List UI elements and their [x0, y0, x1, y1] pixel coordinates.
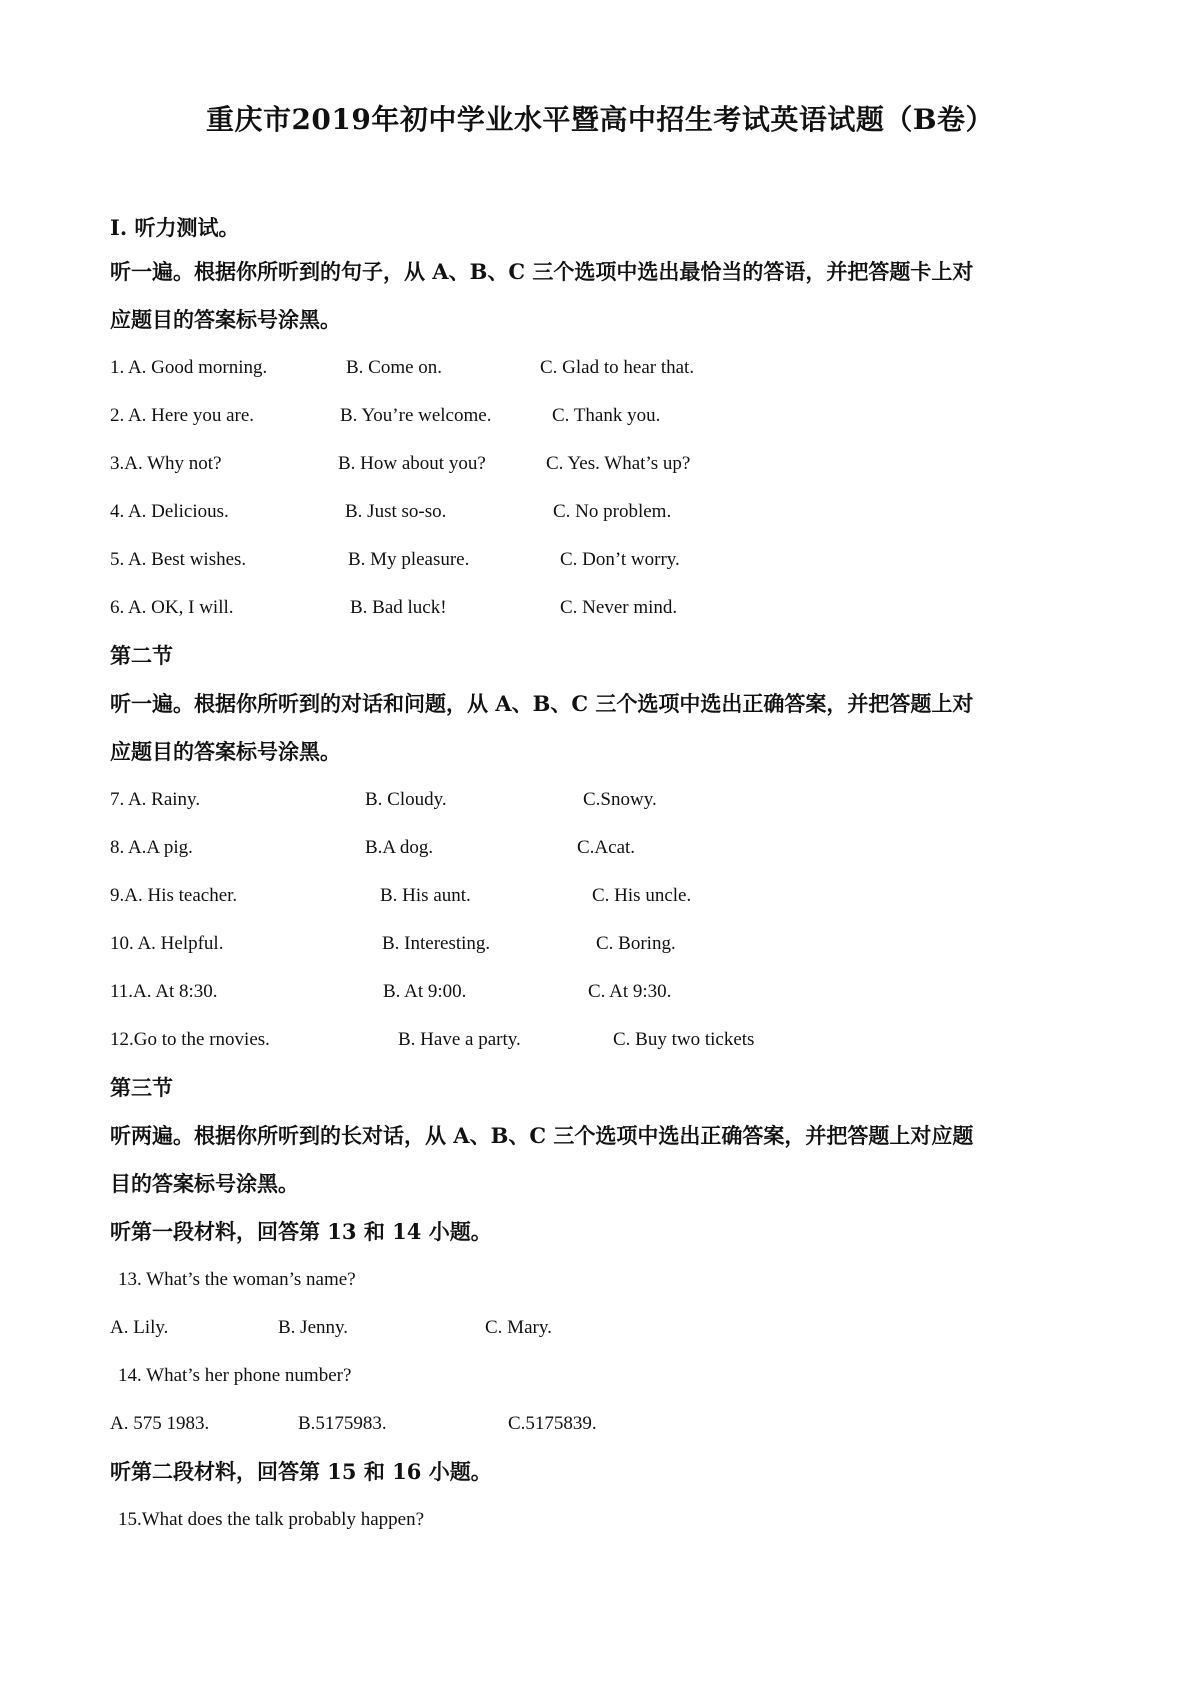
option-c: C.Snowy.	[583, 789, 657, 810]
question-13: 13. What’s the woman’s name?	[118, 1269, 356, 1290]
question-row	[110, 776, 1110, 824]
question-row	[110, 1400, 1110, 1448]
section2-heading: 第二节	[110, 643, 173, 668]
option-a: 12.Go to the rnovies.	[110, 1029, 270, 1050]
option-a: 5. A. Best wishes.	[110, 549, 247, 570]
option-c: C. No problem.	[553, 501, 672, 522]
option-b: B. Have a party.	[398, 1029, 521, 1050]
question-row	[110, 488, 1110, 536]
option-a: 8. A.A pig.	[110, 837, 193, 858]
option-c: C. Don’t worry.	[560, 549, 680, 570]
option-a: 11.A. At 8:30.	[110, 981, 218, 1002]
option-a: 6. A. OK, I will.	[110, 597, 234, 618]
option-a: 7. A. Rainy.	[110, 789, 201, 810]
section2-instruction-line2: 应题目的答案标号涂黑。	[110, 739, 341, 764]
section3-heading: 第三节	[110, 1075, 173, 1100]
option-b: B.A dog.	[365, 837, 434, 858]
option-c: C.Acat.	[577, 837, 636, 858]
material1-heading: 听第一段材料，回答第 13 和 14 小题。	[110, 1219, 492, 1244]
question-row	[110, 1016, 1110, 1064]
material2-heading: 听第二段材料，回答第 15 和 16 小题。	[110, 1459, 492, 1484]
question-row	[110, 1304, 1110, 1352]
option-b: B. How about you?	[338, 453, 486, 474]
question-row	[110, 584, 1110, 632]
option-b: B.5175983.	[298, 1413, 387, 1434]
option-a: A. Lily.	[110, 1317, 169, 1338]
option-c: C. Thank you.	[552, 405, 661, 426]
option-b: B. Bad luck!	[350, 597, 447, 618]
question-14: 14. What’s her phone number?	[118, 1365, 352, 1386]
option-b: B. At 9:00.	[383, 981, 467, 1002]
option-b: B. Cloudy.	[365, 789, 447, 810]
section1-instruction-line1: 听一遍。根据你所听到的句子，从 A、B、C 三个选项中选出最恰当的答语，并把答题卡上对	[110, 259, 974, 284]
section3-instruction-line2: 目的答案标号涂黑。	[110, 1171, 299, 1196]
option-c: C. Yes. What’s up?	[546, 453, 691, 474]
question-row	[110, 872, 1110, 920]
question-row	[110, 344, 1110, 392]
option-a: 1. A. Good morning.	[110, 357, 268, 378]
option-c: C. At 9:30.	[588, 981, 672, 1002]
section1-heading: I. 听力测试。	[110, 215, 240, 240]
option-c: C. Buy two tickets	[613, 1029, 755, 1050]
section1-instruction-line2: 应题目的答案标号涂黑。	[110, 307, 341, 332]
option-b: B. Interesting.	[382, 933, 491, 954]
option-c: C. Never mind.	[560, 597, 678, 618]
option-b: B. Jenny.	[278, 1317, 349, 1338]
option-c: C. Glad to hear that.	[540, 357, 695, 378]
option-a: A. 575 1983.	[110, 1413, 210, 1434]
option-b: B. His aunt.	[380, 885, 471, 906]
option-a: 2. A. Here you are.	[110, 405, 255, 426]
question-row	[110, 440, 1110, 488]
question-row	[110, 392, 1110, 440]
question-row	[110, 824, 1110, 872]
option-b: B. Come on.	[346, 357, 443, 378]
option-a: 10. A. Helpful.	[110, 933, 224, 954]
question-15: 15.What does the talk probably happen?	[118, 1509, 425, 1530]
question-row	[110, 536, 1110, 584]
question-row	[110, 920, 1110, 968]
option-b: B. You’re welcome.	[340, 405, 492, 426]
option-a: 3.A. Why not?	[110, 453, 222, 474]
section2-instruction-line1: 听一遍。根据你所听到的对话和问题，从 A、B、C 三个选项中选出正确答案，并把答题上对	[110, 691, 974, 716]
exam-content	[110, 208, 1110, 1544]
option-c: C. Mary.	[485, 1317, 552, 1338]
option-a: 9.A. His teacher.	[110, 885, 238, 906]
option-c: C. His uncle.	[592, 885, 692, 906]
option-b: B. Just so-so.	[345, 501, 447, 522]
question-row	[110, 968, 1110, 1016]
section3-instruction-line1: 听两遍。根据你所听到的长对话，从 A、B、C 三个选项中选出正确答案，并把答题上对应题	[110, 1123, 974, 1148]
option-c: C.5175839.	[508, 1413, 597, 1434]
option-b: B. My pleasure.	[348, 549, 470, 570]
option-c: C. Boring.	[596, 933, 676, 954]
exam-title: 重庆市2019年初中学业水平暨高中招生考试英语试题（B卷）	[205, 103, 995, 136]
option-a: 4. A. Delicious.	[110, 501, 229, 522]
